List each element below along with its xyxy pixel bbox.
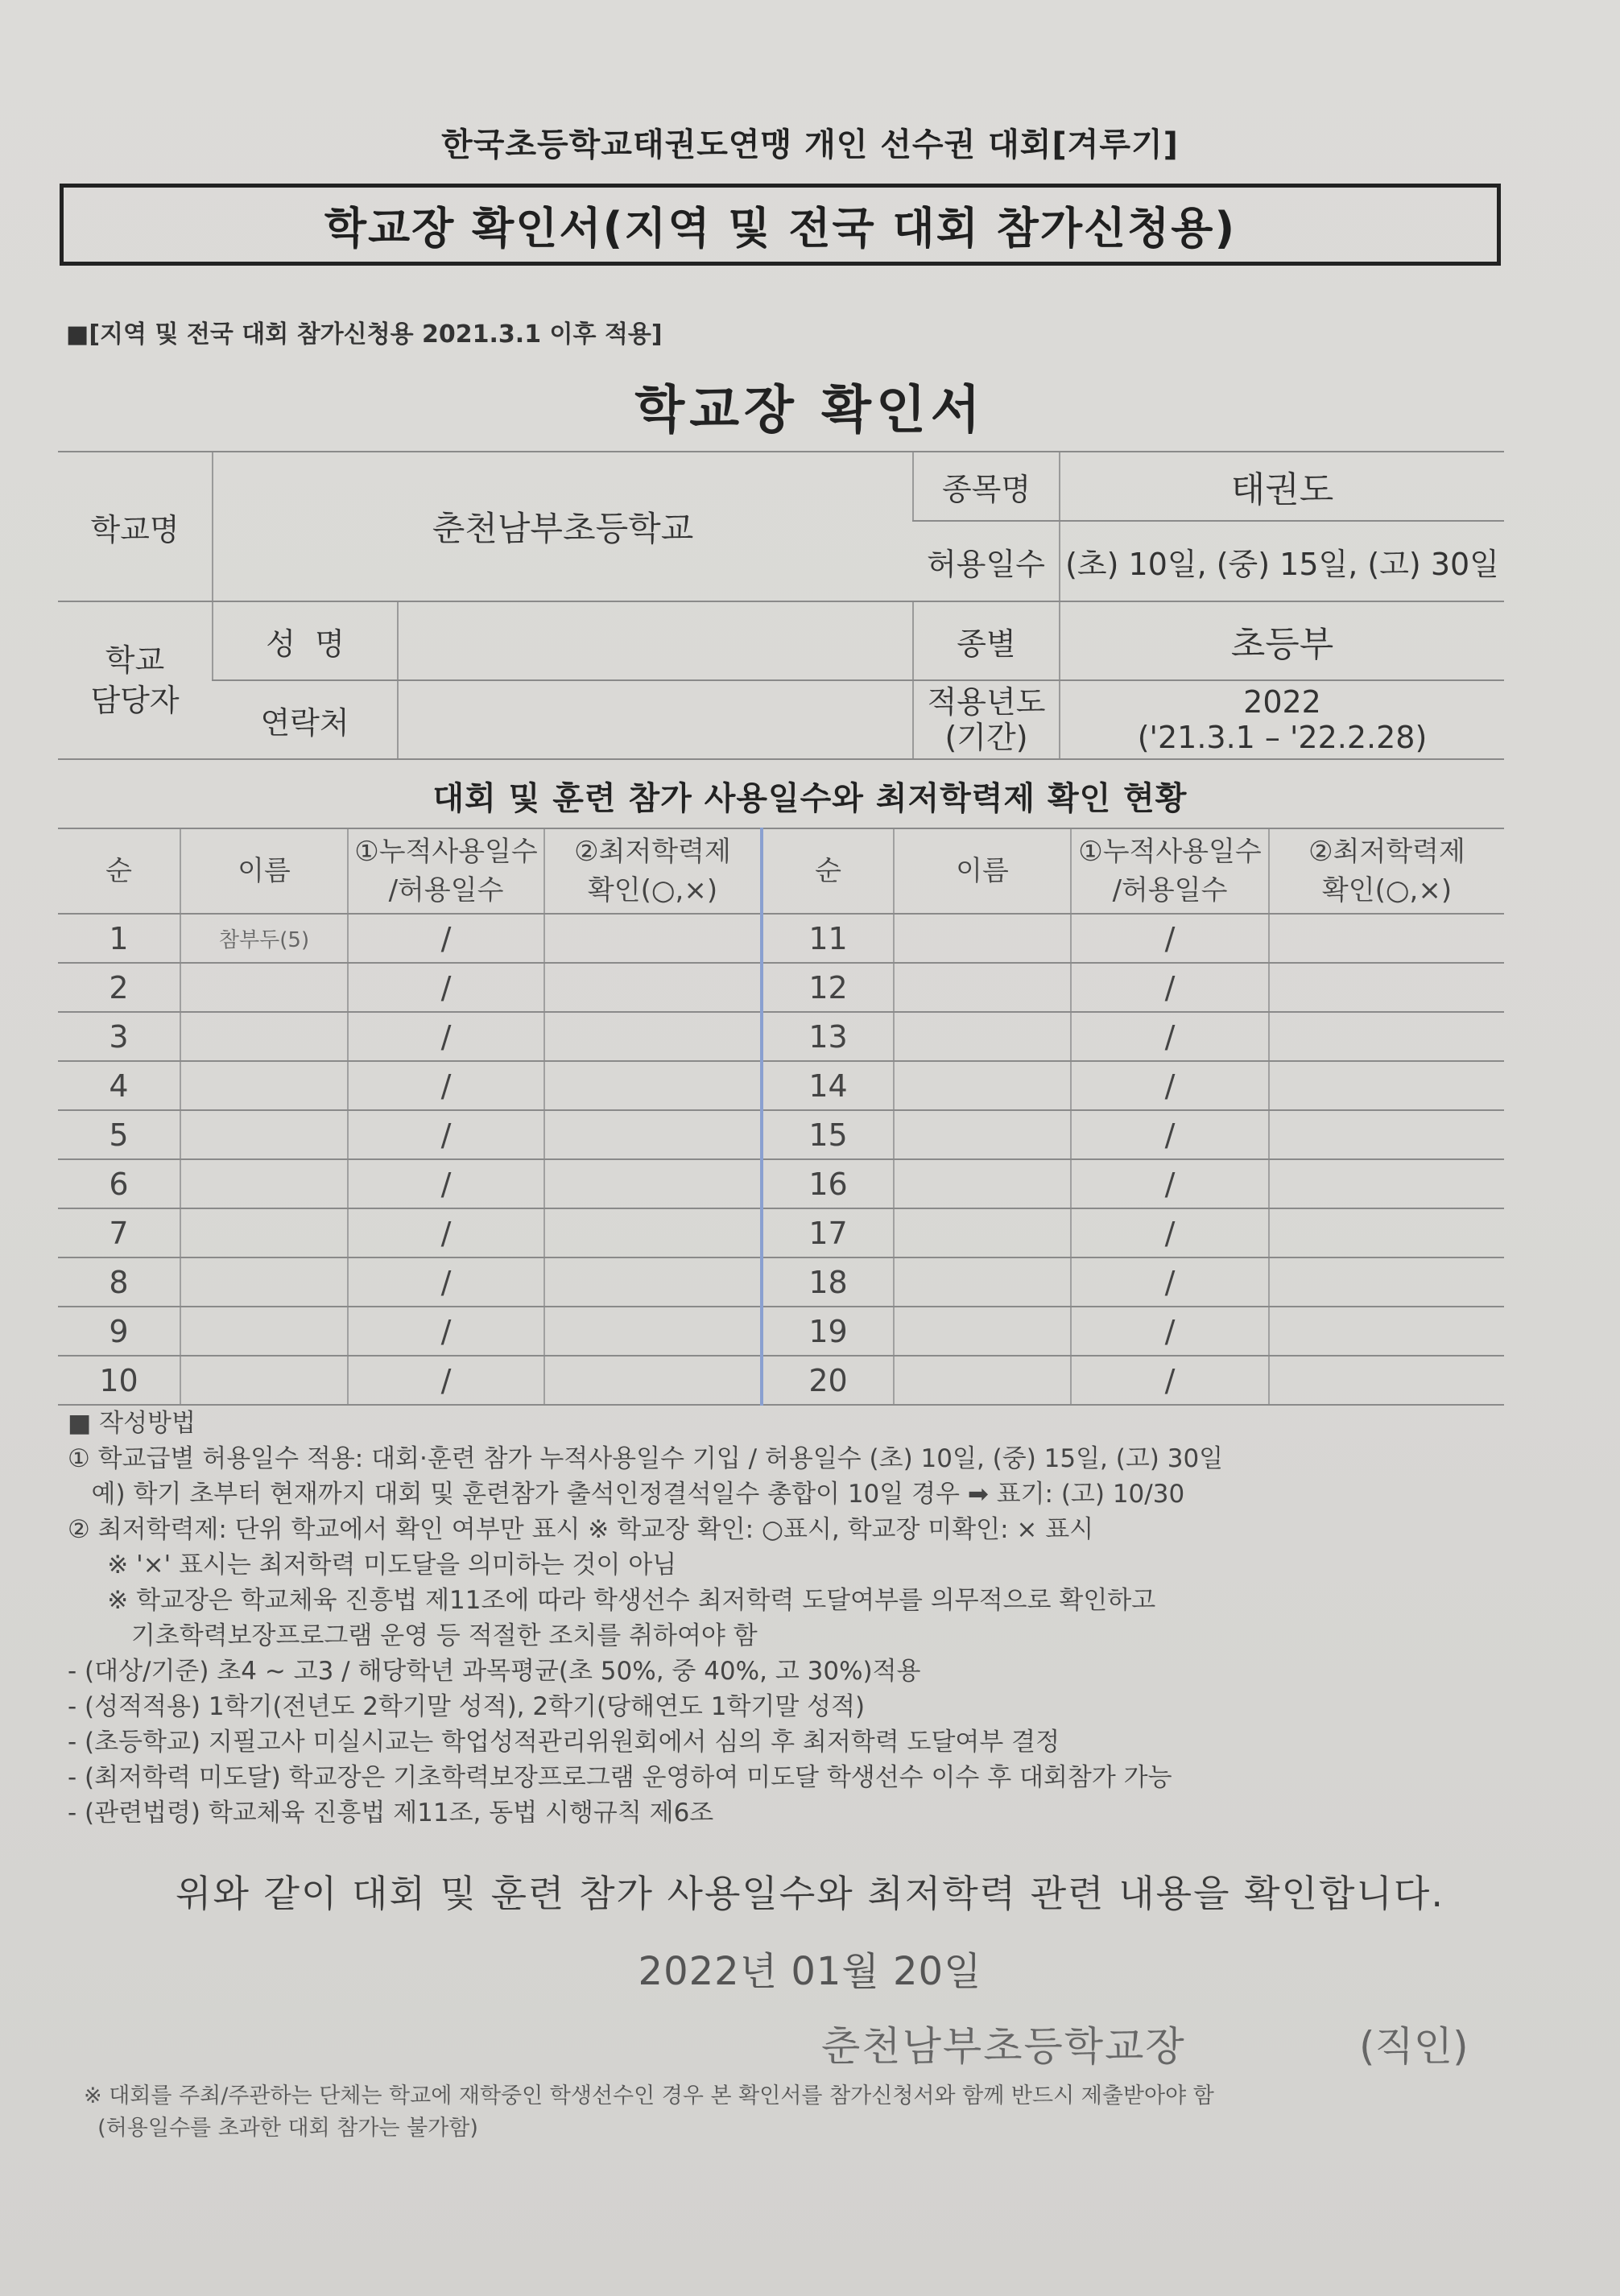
row-days: / — [1071, 1257, 1269, 1307]
instruction-line: 기초학력보장프로그램 운영 등 적절한 조치를 취하여야 함 — [68, 1621, 758, 1650]
instruction-line: 예) 학기 초부터 현재까지 대회 및 훈련참가 출석인정결석일수 총합이 10일 경우 ➡ 표기: (고) 10/30 — [68, 1480, 1185, 1509]
school-value: 춘천남부초등학교 — [213, 452, 913, 601]
row-no: 8 — [58, 1257, 180, 1307]
table-row — [58, 1061, 1504, 1110]
row-days: / — [348, 963, 544, 1012]
row-days: / — [1071, 1356, 1269, 1405]
instructions — [68, 1406, 1517, 1831]
row-days: / — [1071, 1110, 1269, 1159]
row-name — [894, 1012, 1071, 1061]
row-days: / — [1071, 1012, 1269, 1061]
row-name — [180, 1208, 348, 1257]
row-check — [544, 1356, 762, 1405]
principal-signature: 춘천남부초등학교장 — [821, 2023, 1186, 2070]
row-days: / — [348, 1307, 544, 1356]
row-name — [894, 1257, 1071, 1307]
row-name — [180, 1159, 348, 1208]
phone-value — [398, 680, 913, 759]
contact-label: 학교 담당자 — [58, 601, 213, 759]
row-days: / — [1071, 1061, 1269, 1110]
row-no: 4 — [58, 1061, 180, 1110]
event-value: 태권도 — [1060, 452, 1504, 521]
instruction-line: ※ 학교장은 학교체육 진흥법 제11조에 따라 학생선수 최저학력 도달여부를 의무적으로 확인하고 — [68, 1586, 1156, 1615]
row-no: 15 — [762, 1110, 894, 1159]
applicability-note: ■[지역 및 전국 대회 참가신청용 2021.3.1 이후 적용] — [66, 320, 663, 349]
footnote — [84, 2080, 1517, 2145]
category-value: 초등부 — [1060, 601, 1504, 680]
header-check: ②최저학력제 확인(○,×) — [544, 828, 762, 914]
row-name — [894, 1356, 1071, 1405]
row-days: / — [348, 1257, 544, 1307]
table-row — [58, 1012, 1504, 1061]
row-check — [1269, 1061, 1504, 1110]
row-no: 10 — [58, 1356, 180, 1405]
list-title: 대회 및 훈련 참가 사용일수와 최저학력제 확인 현황 — [432, 780, 1188, 817]
row-no: 1 — [58, 914, 180, 963]
row-check — [1269, 963, 1504, 1012]
row-no: 12 — [762, 963, 894, 1012]
row-days: / — [348, 1012, 544, 1061]
instruction-line: ① 학교급별 허용일수 적용: 대회·훈련 참가 누적사용일수 기입 / 허용일수 (초) 10일, (중) 15일, (고) 30일 — [68, 1444, 1224, 1473]
footnote-line: (허용일수를 초과한 대회 참가는 불가함) — [84, 2116, 478, 2141]
row-check — [1269, 1356, 1504, 1405]
row-days: / — [348, 1061, 544, 1110]
row-name — [894, 1061, 1071, 1110]
row-days: / — [1071, 1208, 1269, 1257]
phone-label: 연락처 — [213, 680, 398, 759]
instruction-line: - (최저학력 미도달) 학교장은 기초학력보장프로그램 운영하여 미도달 학생선수 이수 후 대회참가 가능 — [68, 1763, 1172, 1792]
row-check — [1269, 914, 1504, 963]
row-name — [894, 1110, 1071, 1159]
row-name — [180, 1307, 348, 1356]
footnote-line: ※ 대회를 주최/주관하는 단체는 학교에 재학중인 학생선수인 경우 본 확인서를 참가신청서와 함께 반드시 제출받아야 함 — [84, 2083, 1214, 2108]
row-name — [894, 1307, 1071, 1356]
instructions-heading: ■ 작성방법 — [68, 1409, 196, 1438]
days-label: 허용일수 — [913, 521, 1060, 601]
row-check — [1269, 1110, 1504, 1159]
participant-table — [58, 828, 1504, 1406]
row-days: / — [348, 1356, 544, 1405]
box-title: 학교장 확인서(지역 및 전국 대회 참가신청용) — [60, 184, 1501, 266]
name-label: 성 명 — [213, 601, 398, 680]
header-name: 이름 — [894, 828, 1071, 914]
row-days: / — [348, 914, 544, 963]
row-no: 7 — [58, 1208, 180, 1257]
school-label: 학교명 — [58, 452, 213, 601]
row-name — [894, 914, 1071, 963]
instruction-line: ② 최저학력제: 단위 학교에서 확인 여부만 표시 ※ 학교장 확인: ○표시, 학교장 미확인: × 표시 — [68, 1515, 1094, 1544]
issue-date: 2022년 01월 20일 — [638, 1949, 982, 1994]
row-name — [180, 1012, 348, 1061]
row-days: / — [1071, 963, 1269, 1012]
event-label: 종목명 — [913, 452, 1060, 521]
school-info-table — [58, 451, 1504, 760]
instruction-line: - (대상/기준) 초4 ~ 고3 / 해당학년 과목평균(초 50%, 중 40%, 고 30%)적용 — [68, 1657, 921, 1686]
header-no: 순 — [762, 828, 894, 914]
table-row — [58, 914, 1504, 963]
row-check — [1269, 1208, 1504, 1257]
days-value: (초) 10일, (중) 15일, (고) 30일 — [1060, 521, 1504, 601]
row-check — [544, 1110, 762, 1159]
year-label: 적용년도 (기간) — [913, 680, 1060, 759]
confirmation-text: 위와 같이 대회 및 훈련 참가 사용일수와 최저학력 관련 내용을 확인합니다. — [176, 1872, 1444, 1915]
row-name — [180, 963, 348, 1012]
row-no: 14 — [762, 1061, 894, 1110]
row-name — [894, 1159, 1071, 1208]
row-name — [894, 963, 1071, 1012]
row-check — [544, 1257, 762, 1307]
row-name — [180, 1110, 348, 1159]
row-check — [544, 1208, 762, 1257]
row-days: / — [348, 1110, 544, 1159]
year-value: 2022 — [1243, 684, 1321, 720]
row-check — [544, 1307, 762, 1356]
row-no: 3 — [58, 1012, 180, 1061]
row-days: / — [348, 1159, 544, 1208]
instruction-line: - (초등학교) 지필고사 미실시교는 학업성적관리위원회에서 심의 후 최저학력 도달여부 결정 — [68, 1728, 1060, 1757]
row-name — [180, 1061, 348, 1110]
row-no: 13 — [762, 1012, 894, 1061]
table-row — [58, 963, 1504, 1012]
row-no: 20 — [762, 1356, 894, 1405]
official-seal: (직인) — [1359, 2023, 1469, 2070]
table-row — [58, 1356, 1504, 1405]
header-no: 순 — [58, 828, 180, 914]
row-no: 6 — [58, 1159, 180, 1208]
row-check — [544, 1012, 762, 1061]
header-check: ②최저학력제 확인(○,×) — [1269, 828, 1504, 914]
row-check — [1269, 1307, 1504, 1356]
instruction-line: - (관련법령) 학교체육 진흥법 제11조, 동법 시행규칙 제6조 — [68, 1798, 714, 1827]
row-no: 18 — [762, 1257, 894, 1307]
row-name — [894, 1208, 1071, 1257]
table-row — [58, 1307, 1504, 1356]
row-check — [1269, 1159, 1504, 1208]
year-cell — [1060, 680, 1504, 759]
main-title: 학교장 확인서 — [634, 381, 986, 440]
table-row — [58, 1257, 1504, 1307]
row-check — [544, 1159, 762, 1208]
row-check — [1269, 1012, 1504, 1061]
row-check — [1269, 1257, 1504, 1307]
header-days: ①누적사용일수 /허용일수 — [348, 828, 544, 914]
table-row — [58, 1208, 1504, 1257]
table-row — [58, 1110, 1504, 1159]
row-name — [180, 1257, 348, 1307]
row-no: 11 — [762, 914, 894, 963]
table-row — [58, 1159, 1504, 1208]
row-check — [544, 914, 762, 963]
instruction-line: ※ '×' 표시는 최저학력 미도달을 의미하는 것이 아님 — [68, 1551, 677, 1580]
period-value: ('21.3.1 – '22.2.28) — [1137, 720, 1428, 755]
row-check — [544, 963, 762, 1012]
row-no: 5 — [58, 1110, 180, 1159]
row-days: / — [1071, 1159, 1269, 1208]
row-no: 9 — [58, 1307, 180, 1356]
row-name: 참부두(5) — [180, 914, 348, 963]
row-days: / — [348, 1208, 544, 1257]
league-title: 한국초등학교태권도연맹 개인 선수권 대회[겨루기] — [441, 126, 1179, 163]
row-days: / — [1071, 1307, 1269, 1356]
row-no: 2 — [58, 963, 180, 1012]
category-label: 종별 — [913, 601, 1060, 680]
row-days: / — [1071, 914, 1269, 963]
instruction-line: - (성적적용) 1학기(전년도 2학기말 성적), 2학기(당해연도 1학기말 성적) — [68, 1692, 866, 1721]
row-check — [544, 1061, 762, 1110]
row-no: 16 — [762, 1159, 894, 1208]
row-no: 19 — [762, 1307, 894, 1356]
row-name — [180, 1356, 348, 1405]
row-no: 17 — [762, 1208, 894, 1257]
header-name: 이름 — [180, 828, 348, 914]
header-days: ①누적사용일수 /허용일수 — [1071, 828, 1269, 914]
name-value — [398, 601, 913, 680]
